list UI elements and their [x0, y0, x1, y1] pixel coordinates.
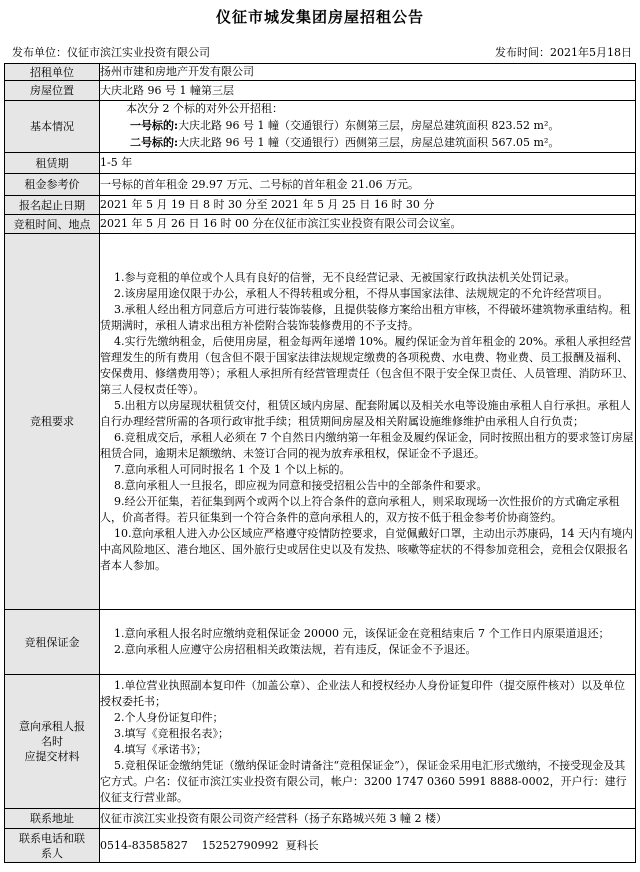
requirement-item: 9.经公开征集，若征集到两个或两个以上符合条件的意向承租人，则采取现场一次性报价的方式确定承租人，价高者得。若只征集到一个符合条件的意向承租人的，双方按不低于租金参考价协商签约。	[100, 494, 620, 524]
requirement-item: 5.出租方以房屋现状租赁交付，租赁区域内房屋、配套附属以及相关水电等设施由承租人自行承担。承租人自行办理经营所需的各项行政审批手续；租赁期间房屋及相关附属设施维修维护由承租人自行负责；	[100, 398, 631, 428]
lot-2-text: 大庆北路 96 号 1 幢（交通银行）西侧第三层，房屋总建筑面积 567.05 m²。	[178, 136, 560, 149]
row-label: 房屋位置	[5, 81, 100, 101]
signup-value: 2021 年 5 月 19 日 8 时 30 分至 2021 年 5 月 25 日 16 时 30 分	[100, 196, 636, 215]
requirement-item: 7.意向承租人可同时报名 1 个及 1 个以上标的。	[114, 462, 351, 476]
materials-label-line: 名时	[41, 735, 63, 748]
requirement-item: 10.意向承租人进入办公区域应严格遵守疫情防控要求，自觉佩戴好口罩，主动出示苏康码，14 天内有境内中高风险地区、港台地区、国外旅行史或居住史以及有发热、咳嗽等症状的不得参加竞租会，竞租会仅限报名者本人参加。	[100, 526, 633, 572]
row-location	[5, 81, 636, 101]
lot-2-name: 二号标的:	[130, 136, 179, 149]
lot-2	[106, 135, 640, 151]
requirement-item: 2.该房屋用途仅限于办公，承租人不得转租或分租，不得从事国家法律、法规规定的不允许经营项目。	[114, 286, 609, 300]
row-label: 租金参考价	[5, 174, 100, 196]
row-label	[5, 675, 100, 809]
row-label: 租赁期	[5, 153, 100, 174]
requirement-item: 3.承租人经出租方同意后方可进行装饰装修，且提供装修方案给出租方审核，不得破坏建筑物承重结构。租赁期满时，承租人请求出租方补偿附合装饰装修费用的不予支持。	[100, 302, 631, 332]
basic-info-value	[100, 101, 636, 153]
bidding-time-value: 2021 年 5 月 26 日 16 时 00 分在仪征市滨江实业投资有限公司会议室。	[100, 215, 636, 234]
requirement-item: 1.参与竞租的单位或个人具有良好的信誉，无不良经营记录、无被国家行政执法机关处罚记录。	[114, 270, 576, 284]
publish-time: 发布时间：2021年5月18日	[495, 46, 632, 59]
announcement-title: 仪征市城发集团房屋招租公告	[215, 8, 424, 26]
row-label: 竞租要求	[5, 234, 100, 610]
materials-label-line: 应提交材料	[24, 750, 80, 763]
row-label: 竞租时间、地点	[5, 215, 100, 234]
lot-1	[106, 118, 640, 134]
row-label: 联系地址	[5, 809, 100, 829]
rental-info-table	[4, 63, 636, 863]
contact-label-line: 联系电话和联	[19, 831, 85, 845]
location-value: 大庆北路 96 号 1 幢第三层	[100, 81, 636, 101]
period-value: 1-5 年	[100, 153, 636, 174]
lessor-value: 扬州市建和房地产开发有限公司	[100, 64, 636, 81]
address-value: 仪征市滨江实业投资有限公司资产经营科（扬子东路城兴苑 3 幢 2 楼）	[100, 809, 636, 829]
contact-label-line: 系人	[41, 846, 63, 860]
row-basic-info	[5, 101, 636, 153]
deposit-item: 2.意向承租人应遵守公房招租相关政策法规，若有违反，保证金不予退还。	[114, 643, 477, 656]
materials-list	[100, 675, 636, 809]
lot-1-name: 一号标的:	[130, 119, 179, 132]
row-contact	[5, 829, 636, 863]
row-label: 招租单位	[5, 64, 100, 81]
row-bidding-time	[5, 215, 636, 234]
publisher: 发布单位：仪征市滨江实业投资有限公司	[12, 46, 210, 59]
material-item: 2.个人身份证复印件；	[114, 710, 224, 724]
rent-value: 一号标的首年租金 29.97 万元、二号标的首年租金 21.06 万元。	[100, 174, 636, 196]
material-item: 1.单位营业执照副本复印件（加盖公章）、企业法人和授权经办人身份证复印件（提交原件核对）以及单位授权委托书；	[100, 678, 625, 708]
contact-value: 0514-83585827 15252790992 夏科长	[100, 829, 636, 863]
row-label: 报名起止日期	[5, 196, 100, 215]
requirements-list	[100, 234, 636, 610]
material-item: 3.填写《竞租报名表》；	[114, 726, 229, 740]
row-materials	[5, 675, 636, 809]
row-label: 竞租保证金	[5, 610, 100, 675]
lot-1-text: 大庆北路 96 号 1 幢（交通银行）东侧第三层，房屋总建筑面积 823.52 m²。	[178, 119, 560, 132]
requirement-item: 8.意向承租人一旦报名，即应视为同意和接受招租公告中的全部条件和要求。	[114, 478, 488, 492]
deposit-list	[100, 610, 636, 675]
row-deposit	[5, 610, 636, 675]
row-requirements	[5, 234, 636, 610]
row-label: 基本情况	[5, 101, 100, 153]
requirement-item: 4.实行先缴纳租金，后使用房屋，租金每两年递增 10%。履约保证金为首年租金的 20%。承租人承担经营管理发生的所有费用（包含但不限于国家法律法规规定缴费的各项税费、水电费、物业费、员工报酬及福利、安保费用、修缮费用等）；承租人承担所有经营管理责任（包含但不限于安全保卫责任、人员管理、消防环卫、第三人侵权责任等）。	[100, 334, 634, 396]
material-item: 5.竞租保证金缴纳凭证（缴纳保证金时请备注“竞租保证金”），保证金采用电汇形式缴纳，不接受现金及其它方式。户名：仪征市滨江实业投资有限公司，帐户：3200 1747 0360 5991 8888-0002，开户行：建行仪征支行营业部。	[100, 758, 627, 804]
requirement-item: 6.竞租成交后，承租人必须在 7 个自然日内缴纳第一年租金及履约保证金，同时按照出租方的要求签订房屋租赁合同，逾期未足额缴纳、未签订合同的视为放弃承租权，保证金不予退还。	[100, 430, 634, 460]
row-period	[5, 153, 636, 174]
row-address	[5, 809, 636, 829]
row-signup	[5, 196, 636, 215]
deposit-item: 1.意向承租人报名时应缴纳竞租保证金 20000 元，该保证金在竞租结束后 7 个工作日内原渠道退还；	[114, 627, 610, 640]
materials-label-line: 意向承租人报	[19, 720, 85, 733]
row-rent	[5, 174, 636, 196]
row-lessor	[5, 64, 636, 81]
basic-intro: 本次分 2 个标的对外公开招租：	[126, 102, 283, 115]
material-item: 4.填写《承诺书》；	[114, 742, 207, 756]
row-label	[5, 829, 100, 863]
